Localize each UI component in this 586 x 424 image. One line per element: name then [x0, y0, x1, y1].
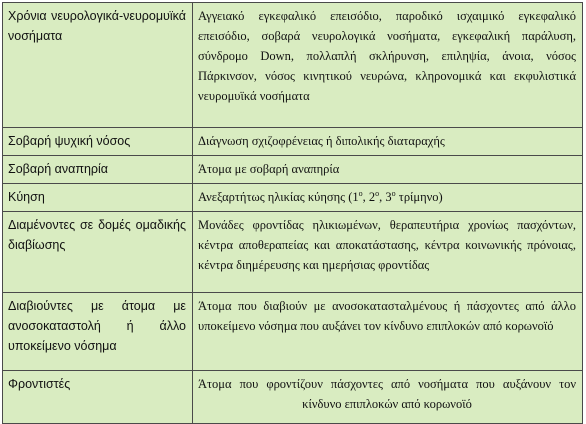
table-row	[3, 212, 583, 293]
category-cell: Διαβιούντες με άτομα με ανοσοκαταστολή ή άλλο υποκείμενο νόσημα	[3, 293, 193, 371]
category-cell: Φροντιστές	[3, 371, 193, 424]
table-row	[3, 3, 583, 128]
description-cell: Διάγνωση σχιζοφρένειας ή διπολικής διαταραχής	[193, 128, 583, 156]
description-cell: Άτομα που φροντίζουν πάσχοντες από νοσήματα που αυξάνουν τον κίνδυνο επιπλοκών από κορωνοϊό	[193, 371, 583, 424]
category-cell: Διαμένοντες σε δομές ομαδικής διαβίωσης	[3, 212, 193, 293]
table-row	[3, 128, 583, 156]
description-cell: Μονάδες φροντίδας ηλικιωμένων, θεραπευτήρια χρονίως πασχόντων, κέντρα αποθεραπείας και αποκατάστασης, κέντρα κοινωνικής πρόνοιας, κέντρα διημέρευσης και ημερήσιας φροντίδας	[193, 212, 583, 293]
table-row	[3, 293, 583, 371]
pregnancy-text-mid: , 2	[362, 190, 376, 204]
ordinal-superscript: ο	[391, 188, 396, 198]
category-cell: Σοβαρή ψυχική νόσος	[3, 128, 193, 156]
pregnancy-text-suffix: τρίμηνο)	[395, 190, 443, 204]
category-cell: Χρόνια νευρολογικά-νευρομυϊκά νοσήματα	[3, 3, 193, 128]
pregnancy-text-prefix: Ανεξαρτήτως ηλικίας κύησης (1	[198, 190, 359, 204]
table-row	[3, 371, 583, 424]
description-cell: Άτομα με σοβαρή αναπηρία	[193, 156, 583, 184]
ordinal-superscript: ο	[358, 188, 363, 198]
table-row	[3, 156, 583, 184]
description-cell: Αγγειακό εγκεφαλικό επεισόδιο, παροδικό ισχαιμικό εγκεφαλικό επεισόδιο, σοβαρά νευρολογικά νοσήματα, εγκεφαλική παράλυση, σύνδρομο Down, πολλαπλή σκλήρυνση, επιληψία, άνοια, νόσος Πάρκινσον, νόσος κινητικού νευρώνα, κληρονομικά και εκφυλιστικά νευρομυϊκά νοσήματα	[193, 3, 583, 128]
description-cell	[193, 184, 583, 212]
category-cell: Σοβαρή αναπηρία	[3, 156, 193, 184]
table-row	[3, 184, 583, 212]
ordinal-superscript: ο	[375, 188, 380, 198]
category-cell: Κύηση	[3, 184, 193, 212]
description-cell: Άτομα που διαβιούν με ανοσοκατασταλμένους ή πάσχοντες από άλλο υποκείμενο νόσημα που αυξάνει τον κίνδυνο επιπλοκών από κορωνοϊό	[193, 293, 583, 371]
risk-groups-table	[2, 2, 583, 424]
pregnancy-text-mid: , 3	[379, 190, 392, 204]
